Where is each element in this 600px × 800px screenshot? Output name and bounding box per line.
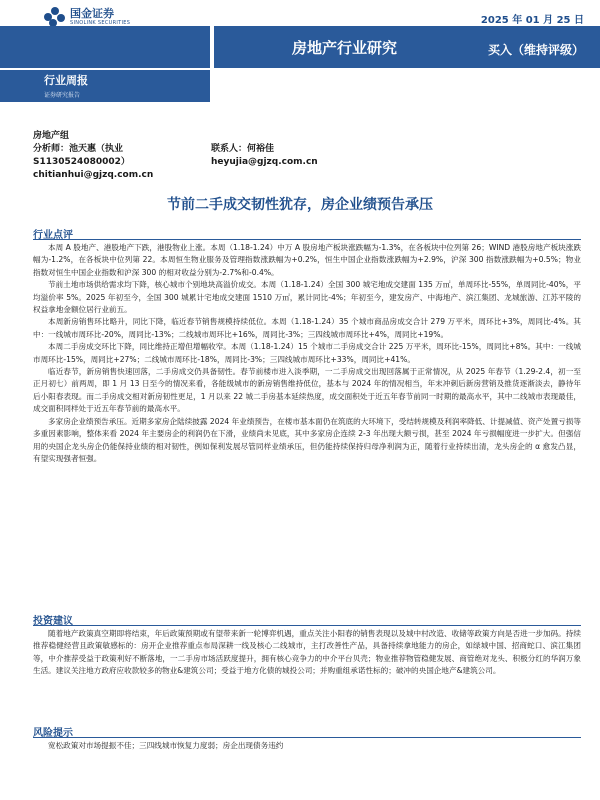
section-heading: 行业点评 [33,226,581,240]
paragraph: 本周 A 股地产、港股地产下跌，港股物业上涨。本周（1.18-1.24）中万 A 股房地产板块涨跌幅为-1.3%，在各板块中位列第 26；WIND 港股房地产板块涨跌幅为-1.2%，在各板块中位列第 22。本周恒生物业服务及管理指数涨跌幅为+0.2%，恒生中国企业指数涨跌幅为+2.9%，沪深 300 指数涨跌幅为+0.5%；物业指数对恒生中国企业指数和沪深 300 的相对收益分别为-2.7%和-0.4%。 [33,243,581,277]
company-logo [44,7,130,27]
report-subtype: 证券研究报告 [44,92,81,99]
header-band-right [214,26,600,68]
logo-mark-icon [44,7,66,27]
section-industry-review [33,226,581,465]
report-header [0,0,600,106]
section-heading: 投资建议 [33,612,581,626]
author-block [33,130,573,182]
section-risk-warning [33,724,581,752]
paragraph: 随着地产政策真空期即将结束，年后政策预期或有望带来新一轮博弈机遇，重点关注小阳春的销售表现以及城中村改造、收储等政策方向是否进一步加码。持续推荐稳健经营且政策敏感标的：房开企业推荐重点布局深耕一线及核心二线城市，主打改善性产品，具备持续拿地能力的房企，如绿城中国、招商蛇口、滨江集团等，中介推荐受益于政策利好不断落地，一二手房市场活跃度提升，拥有核心竞争力的中介平台贝壳；物业推荐物管稳健发展、商管绝对龙头、积极分红的华润万象生活。建议关注地方政府应收款较多的物业&建筑公司；受益于地方化债的城投公司；并购重组承诺性标的；破冲的央国企地产&建筑公司。 [33,629,581,676]
contact-name: 联系人：何裕佳 [211,144,275,154]
paragraph: 多家房企业绩预告承压。近期多家房企陆续披露 2024 年业绩预告，在楼市基本面仍在筑底的大环境下，受结转规模及利润率降低、计提减值、资产处置亏损等多重因素影响，整体来看 2024 年主要房企的利润仍在下滑，业绩尚未见底，其中多家房企连续 2-3 年出现大额亏损，甚至 2024 年亏损幅度进一步扩大。但强信用的央国企龙头房企仍能保持业绩的相对韧性，例如保利发展尽管同样业绩承压，但仍能持续保持归母净利润为正，随着行业持续出清，龙头房企的 α 愈发凸显，有望实现强者恒强。 [33,416,581,463]
paragraph: 临近春节，新房销售快速回落，二手房成交仍具备韧性。春节前楼市进入淡季期，一二手房成交出现回落属于正常情况，从 2025 年春节（1.29-2.4，初一至正月初七）前两周，即 1 月 13 日至今的情况来看，各能级城市的新房销售维持低位，基本与 2024 年的情况相当，年末冲刺后新房营销及推货逐渐淡去，静待年后小阳春表现。而二手房成交相对新房韧性更足，1 月以来 22 城二手房基本延续热度，成交面积处于近五年春节前同一时期的最高水平，其中二线城市表现最佳，成交面积同样处于近五年春节前的最高水平。 [33,367,581,414]
report-date: 2025 年 01 月 25 日 [480,15,584,26]
section-heading: 风险提示 [33,724,581,738]
report-type: 行业周报 [44,74,88,87]
analyst-email[interactable]: chitianhui@gjzq.com.cn [33,170,154,180]
header-band-left [0,26,210,68]
section-investment-advice [33,612,581,678]
contact-email[interactable]: heyujia@gjzq.com.cn [211,157,318,167]
paragraph: 节前土地市场供给需求均下降，核心城市个别地块高溢价成交。本周（1.18-1.24）全国 300 城宅地成交建面 135 万㎡，单周环比-55%，单周同比-40%，平均溢价率 5%。2025 年初至今，全国 300 城累计宅地成交建面 1510 万㎡，累计同比-4%；年初至今，建发房产、中海地产、滨江集团、龙城旅游、江苏平陵的权益拿地金额位居行业前五。 [33,280,581,315]
paragraph: 本周新房销售环比略升，同比下降，临近春节销售规模持续低位。本周（1.18-1.24）35 个城市商品房成交合计 279 万平米，周环比+3%，周同比-4%。其中：一线城市周环比-20%，周同比-13%；二线城市周环比+16%，周同比-3%；三四线城市周环比+4%，周同比+19%。 [33,317,581,339]
main-headline: 节前二手成交韧性犹存，房企业绩预告承压 [167,197,433,213]
report-type-band [0,70,210,102]
paragraph: 本周二手房成交环比下降，同比维持正增但增幅收窄。本周（1.18-1.24）15 个城市二手房成交合计 225 万平米，周环比-15%，周同比+8%。其中：一线城市周环比-15%，周同比+27%；二线城市周环比-18%，周同比-3%；三四线城市周环比+33%，周同比+41%。 [33,342,581,364]
rating-badge: 买入（维持评级） [487,43,584,57]
author-group: 房地产组 [33,131,70,141]
logo-en-text: SINOLINK SECURITIES [70,19,131,26]
report-title: 房地产行业研究 [292,39,398,57]
analyst-name: 分析师：池天惠（执业 S1130524080002） [33,144,130,167]
paragraph: 宽松政策对市场提振不佳；三四线城市恢复力度弱；房企出现债务违约 [48,741,284,750]
logo-cn-text: 国金证券 [70,6,114,20]
